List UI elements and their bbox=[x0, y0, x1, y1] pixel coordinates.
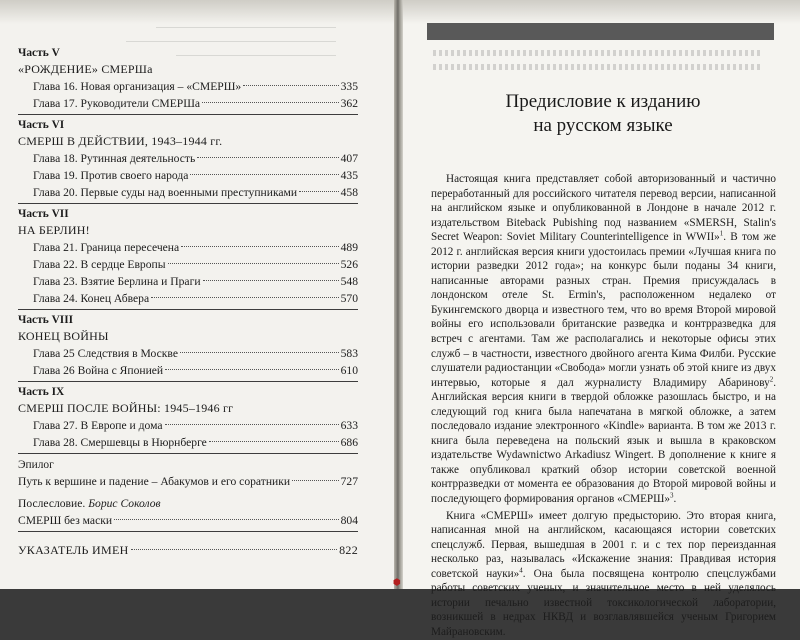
chapter-title: Глава 19. Против своего народа bbox=[33, 169, 189, 182]
chapter-title: Глава 16. Новая организация – «СМЕРШ» bbox=[33, 80, 242, 93]
chapter-title: Глава 23. Взятие Берлина и Праги bbox=[33, 275, 201, 288]
page-number: 633 bbox=[340, 419, 358, 432]
preface-heading-line: на русском языке bbox=[533, 115, 673, 136]
preface-heading bbox=[443, 90, 763, 138]
dot-leader bbox=[165, 369, 338, 370]
page-number: 548 bbox=[340, 275, 358, 288]
part-title: НА БЕРЛИН! bbox=[18, 223, 90, 237]
text-run: . В том же 2012 г. английская версия книги удостоилась премии «Лучшая книга по истории разведки 2012 года»; на конкурс были поданы 34 книги, написанные авторами разных стран. Премия присуждалась в лондонском отеле St. Ermin's, расположенном недалеко от Букингемского дворца и известного тем, что во время Второй мировой войны его использовали британские разведка и контрразведка для встреч с агентами. Там же располагались и некоторые офисы этих служб – в частности, известного двойного агента Кима Филби. Русские слушатели радиостанции «Свобода» могли узнать об этой книге из двух интервью, которые я дал журналисту Владимиру Абаринову bbox=[431, 231, 776, 389]
page-number: 435 bbox=[340, 169, 358, 182]
toc-part bbox=[18, 46, 358, 112]
dot-leader bbox=[151, 297, 339, 298]
page-number: 526 bbox=[340, 258, 358, 271]
chapter-title: Глава 22. В сердце Европы bbox=[33, 258, 166, 271]
dot-leader bbox=[114, 519, 339, 520]
toc-chapter[interactable] bbox=[18, 150, 358, 167]
page-edge-shadow bbox=[403, 0, 800, 24]
dot-leader bbox=[190, 174, 338, 175]
part-title: КОНЕЦ ВОЙНЫ bbox=[18, 329, 109, 343]
part-number: Часть V bbox=[18, 47, 60, 59]
chapter-title: Глава 28. Смершевцы в Нюрнберге bbox=[33, 436, 207, 449]
chapter-title: Глава 18. Рутинная деятельность bbox=[33, 152, 196, 165]
text-run: . Она была посвящена контролю спецслужбами работы советских ученых, и значительное место в ней уделялось истории печально известной токсикологической лаборатории, возникшей в недрах НКВД и возглавлявшейся ученым Григорием Майрановским. bbox=[431, 567, 776, 638]
chapter-title: Глава 21. Граница пересечена bbox=[33, 241, 180, 254]
preface-heading-line: Предисловие к изданию bbox=[505, 91, 701, 112]
toc-chapter[interactable] bbox=[18, 290, 358, 307]
page-number: 489 bbox=[340, 241, 358, 254]
afterword-heading bbox=[18, 496, 358, 512]
running-header-bar bbox=[427, 23, 774, 40]
show-through-line bbox=[433, 50, 763, 56]
toc-chapter[interactable] bbox=[18, 434, 358, 451]
text-run: . Английская версия книги в твердой обложке разошлась быстро, и на следующий год книга была напечатана в мягкой обложке, а затем последовало издание электронного «Kindle» варианта. В том же 2013 г. книга была переведена на польский язык и вышла в краковском издательстве Wydawnictwo Arkadiusz Wingert. В дополнение к книге я также опубликовал краткий обзор истории советской военной контрразведки от момента ее образования до Второй мировой войны и последующего формирования органов «СМЕРШ» bbox=[431, 376, 776, 506]
dot-leader bbox=[197, 157, 338, 158]
section-divider bbox=[18, 381, 358, 382]
page-number: 458 bbox=[340, 186, 358, 199]
page-number: 727 bbox=[340, 475, 358, 488]
dot-leader bbox=[181, 246, 338, 247]
afterword-label: Послесловие. bbox=[18, 497, 86, 510]
toc-part bbox=[18, 118, 358, 201]
part-title: «РОЖДЕНИЕ» СМЕРШа bbox=[18, 62, 153, 76]
toc-afterword-entry[interactable] bbox=[18, 512, 358, 529]
epilogue-heading: Эпилог bbox=[18, 459, 54, 471]
dot-leader bbox=[165, 424, 339, 425]
dot-leader bbox=[202, 102, 339, 103]
book-gutter bbox=[394, 0, 403, 589]
dot-leader bbox=[180, 352, 339, 353]
footnote-ref[interactable]: 4 bbox=[519, 566, 523, 575]
chapter-title: Глава 25 Следствия в Москве bbox=[33, 347, 178, 360]
part-number: Часть VI bbox=[18, 119, 65, 131]
part-number: Часть VII bbox=[18, 208, 69, 220]
chapter-title: Глава 26 Война с Японией bbox=[33, 364, 164, 377]
afterword-author: Борис Соколов bbox=[88, 497, 161, 510]
chapter-title: Глава 20. Первые суды над военными преступниками bbox=[33, 186, 298, 199]
pdf-icon: ⬢ bbox=[393, 578, 401, 588]
toc-chapter[interactable] bbox=[18, 95, 358, 112]
preface-paragraph bbox=[431, 172, 776, 507]
page-number: 610 bbox=[340, 364, 358, 377]
section-divider bbox=[18, 114, 358, 115]
page-number: 335 bbox=[340, 80, 358, 93]
chapter-title: Глава 17. Руководители СМЕРШа bbox=[33, 97, 201, 110]
part-title: СМЕРШ В ДЕЙСТВИИ, 1943–1944 гг. bbox=[18, 134, 223, 148]
toc-chapter[interactable] bbox=[18, 184, 358, 201]
chapter-title: Глава 24. Конец Абвера bbox=[33, 292, 150, 305]
toc-part bbox=[18, 313, 358, 379]
page-number: 822 bbox=[339, 543, 358, 557]
toc-chapter[interactable] bbox=[18, 78, 358, 95]
preface-body bbox=[431, 172, 776, 640]
text-run: . bbox=[673, 493, 677, 506]
page-number: 570 bbox=[340, 292, 358, 305]
section-divider bbox=[18, 309, 358, 310]
toc-chapter[interactable] bbox=[18, 273, 358, 290]
show-through-line bbox=[433, 64, 763, 70]
section-divider bbox=[18, 203, 358, 204]
part-number: Часть VIII bbox=[18, 314, 74, 326]
toc-chapter[interactable] bbox=[18, 256, 358, 273]
dot-leader bbox=[209, 441, 339, 442]
toc-part bbox=[18, 385, 358, 451]
page-number: 407 bbox=[340, 152, 358, 165]
part-title: СМЕРШ ПОСЛЕ ВОЙНЫ: 1945–1946 гг bbox=[18, 401, 234, 415]
text-run: Книга «СМЕРШ» имеет долгую предысторию. Это вторая книга, написанная мной на английском, касающаяся истории советских спецслужб. Первая, вышедшая в 2001 г. и с тех пор переизданная несколько раз, называлась «Искажение знания: Правдивая история советской науки» bbox=[431, 509, 776, 580]
chapter-title: Глава 27. В Европе и дома bbox=[33, 419, 163, 432]
toc-chapter[interactable] bbox=[18, 239, 358, 256]
epilogue-title: Путь к вершине и падение – Абакумов и его соратники bbox=[18, 475, 291, 488]
dot-leader bbox=[292, 480, 339, 481]
right-page-preface bbox=[403, 0, 800, 638]
dot-leader bbox=[299, 191, 339, 192]
toc-part bbox=[18, 207, 358, 307]
dot-leader bbox=[131, 549, 338, 550]
toc-chapter[interactable] bbox=[18, 167, 358, 184]
preface-paragraph bbox=[431, 509, 776, 640]
dot-leader bbox=[243, 85, 338, 86]
toc-epilogue-entry[interactable] bbox=[18, 473, 358, 490]
dot-leader bbox=[203, 280, 339, 281]
toc-chapter[interactable] bbox=[18, 417, 358, 434]
toc-index-entry[interactable] bbox=[18, 542, 358, 559]
index-title: УКАЗАТЕЛЬ ИМЕН bbox=[18, 543, 129, 557]
dot-leader bbox=[168, 263, 339, 264]
footnote-ref[interactable]: 1 bbox=[719, 229, 724, 238]
page-number: 686 bbox=[340, 436, 358, 449]
page-number: 583 bbox=[340, 347, 358, 360]
page-number: 362 bbox=[340, 97, 358, 110]
footnote-ref[interactable]: 2 bbox=[769, 374, 774, 383]
toc-chapter[interactable] bbox=[18, 345, 358, 362]
afterword-title: СМЕРШ без маски bbox=[18, 514, 113, 527]
part-number: Часть IX bbox=[18, 386, 65, 398]
section-divider bbox=[18, 531, 358, 532]
left-page-contents bbox=[0, 0, 395, 589]
text-run: Настоящая книга представляет собой авторизованный и частично переработанный для российского читателя перевод версии, написанной на английском языке и опубликованной в Лондоне в начале 2012 г. издательством Biteback Pubishing под названием «SMERSH, Stalin's Secret Weapon: Soviet Military Counterintelligence in WWII» bbox=[431, 173, 776, 244]
footnote-ref[interactable]: 3 bbox=[670, 491, 674, 500]
table-of-contents bbox=[18, 46, 358, 559]
toc-chapter[interactable] bbox=[18, 362, 358, 379]
page-number: 804 bbox=[340, 514, 358, 527]
section-divider bbox=[18, 453, 358, 454]
